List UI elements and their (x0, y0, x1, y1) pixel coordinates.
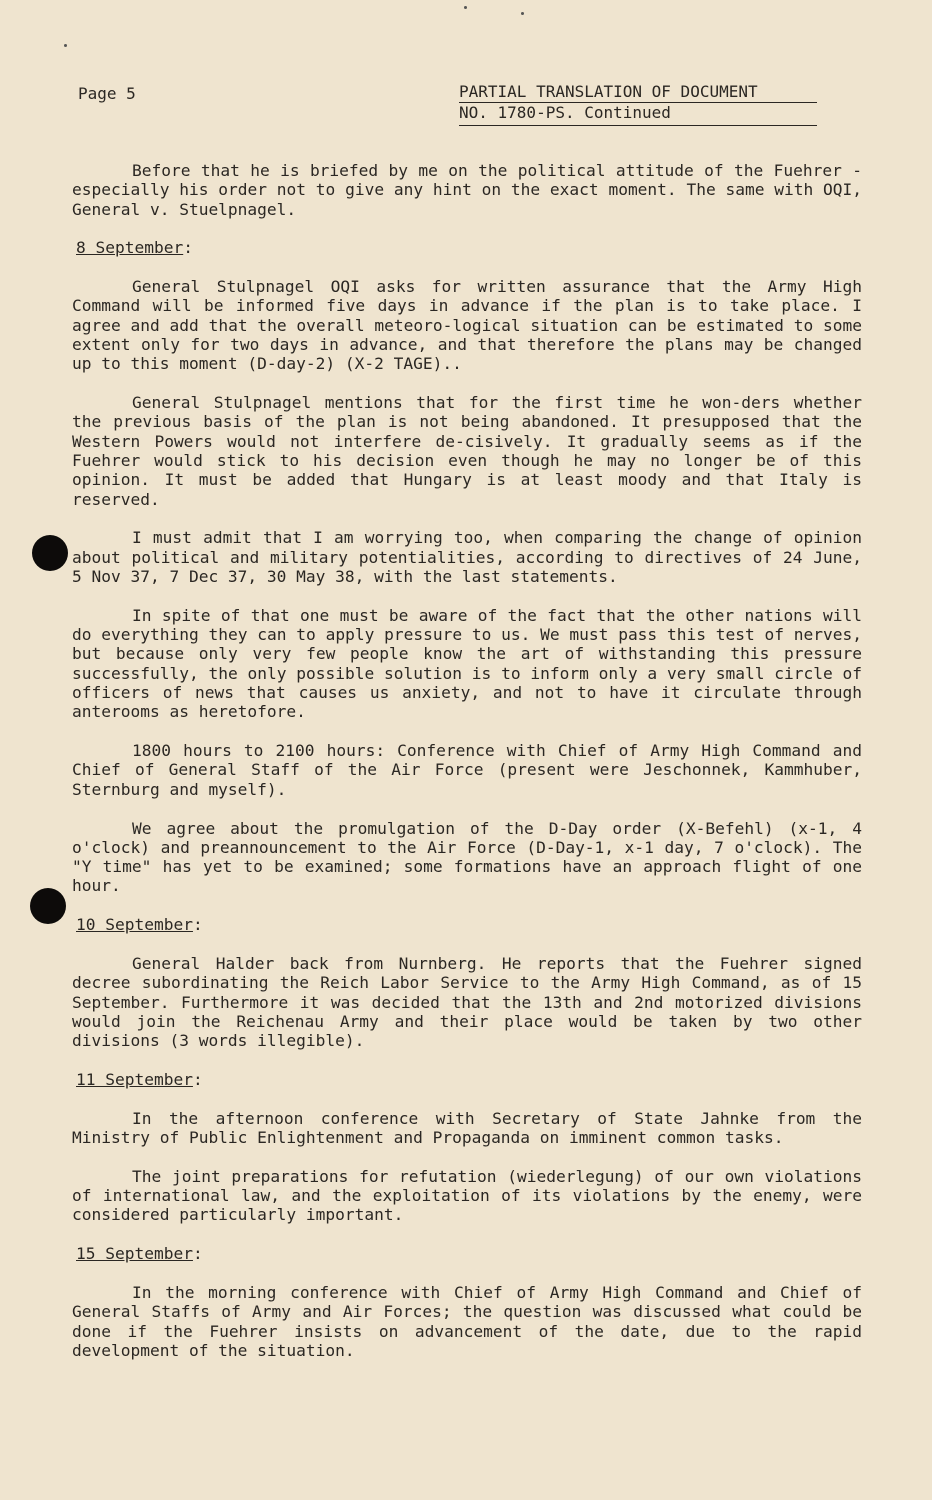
date-heading-colon: : (192, 1244, 203, 1264)
speck-mark (64, 44, 67, 47)
date-heading (76, 1070, 862, 1089)
header-document-number: NO. 1780-PS. Continued (459, 103, 817, 126)
punch-hole-bottom (30, 888, 66, 924)
page-number: Page 5 (78, 84, 136, 103)
date-heading-colon: : (183, 238, 193, 258)
date-heading-text: 15 September (76, 1244, 193, 1264)
speck-mark (464, 6, 467, 9)
date-heading-colon: : (192, 915, 203, 935)
body-paragraph: In the afternoon conference with Secretary of State Jahnke from the Ministry of Public Enlightenment and Propaganda on imminent common tasks. (72, 1108, 862, 1148)
date-heading (76, 915, 862, 934)
body-paragraph: The joint preparations for refutation (wiederlegung) of our own violations of international law, and the exploitation of its violations by the enemy, were considered particularly important. (72, 1166, 862, 1225)
body-paragraph: General Stulpnagel OQI asks for written assurance that the Army High Command will be informed five days in advance if the plan is to take place. I agree and add that the overall meteoro-logical situation can be estimated to some extent only for two days in advance, and that therefore the plans may be changed up to this moment (D-day-2) (X-2 TAGE).. (72, 277, 862, 374)
speck-mark (521, 12, 524, 15)
date-heading (76, 238, 862, 257)
body-paragraph: 1800 hours to 2100 hours: Conference with Chief of Army High Command and Chief of General Staff of the Air Force (present were Jeschonnek, Kammhuber, Sternburg and myself). (72, 741, 862, 799)
punch-hole-top (32, 535, 68, 571)
document-body (72, 161, 862, 1380)
body-paragraph: In spite of that one must be aware of the fact that the other nations will do everything they can to apply pressure to us. We must pass this test of nerves, but because only very few people know the art of withstanding this pressure successfully, the only possible solution is to inform only a very small circle of officers of news that causes us anxiety, and not to have it circulate through anterooms as heretofore. (72, 605, 862, 722)
body-paragraph: General Stulpnagel mentions that for the first time he won-ders whether the previous basis of the plan is not being abandoned. It presupposed that the Western Powers would not interfere de-cisively. It gradually seems as if the Fuehrer would stick to his decision even though he may no longer be of this opinion. It must be added that Hungary is at least moody and that Italy is reserved. (72, 393, 862, 509)
date-heading-text: 10 September (76, 915, 193, 935)
body-paragraph: I must admit that I am worrying too, when comparing the change of opinion about political and military potentialities, according to directives of 24 June, 5 Nov 37, 7 Dec 37, 30 May 38, with the last statements. (72, 528, 862, 587)
date-heading-colon: : (192, 1069, 203, 1089)
body-paragraph: Before that he is briefed by me on the political attitude of the Fuehrer - especially his order not to give any hint on the exact moment. The same with OQI, General v. Stuelpnagel. (72, 161, 862, 219)
body-paragraph: We agree about the promulgation of the D-Day order (X-Befehl) (x-1, 4 o'clock) and preannouncement to the Air Force (D-Day-1, x-1 day, 7 o'clock). The "Y time" has yet to be examined; some formations have an approach flight of one hour. (72, 818, 862, 896)
body-paragraph: General Halder back from Nurnberg. He reports that the Fuehrer signed decree subordinating the Reich Labor Service to the Army High Command, as of 15 September. Furthermore it was decided that the 13th and 2nd motorized divisions would join the Reichenau Army and their place would be taken by two other divisions (3 words illegible). (72, 954, 862, 1051)
document-header (459, 82, 817, 126)
date-heading (76, 1244, 862, 1263)
body-paragraph: In the morning conference with Chief of Army High Command and Chief of General Staffs of Army and Air Forces; the question was discussed what could be done if the Fuehrer insists on advancement of the date, due to the rapid development of the situation. (72, 1283, 862, 1360)
date-heading-text: 11 September (76, 1069, 193, 1089)
date-heading-text: 8 September (76, 238, 184, 258)
header-title: PARTIAL TRANSLATION OF DOCUMENT (459, 82, 817, 103)
